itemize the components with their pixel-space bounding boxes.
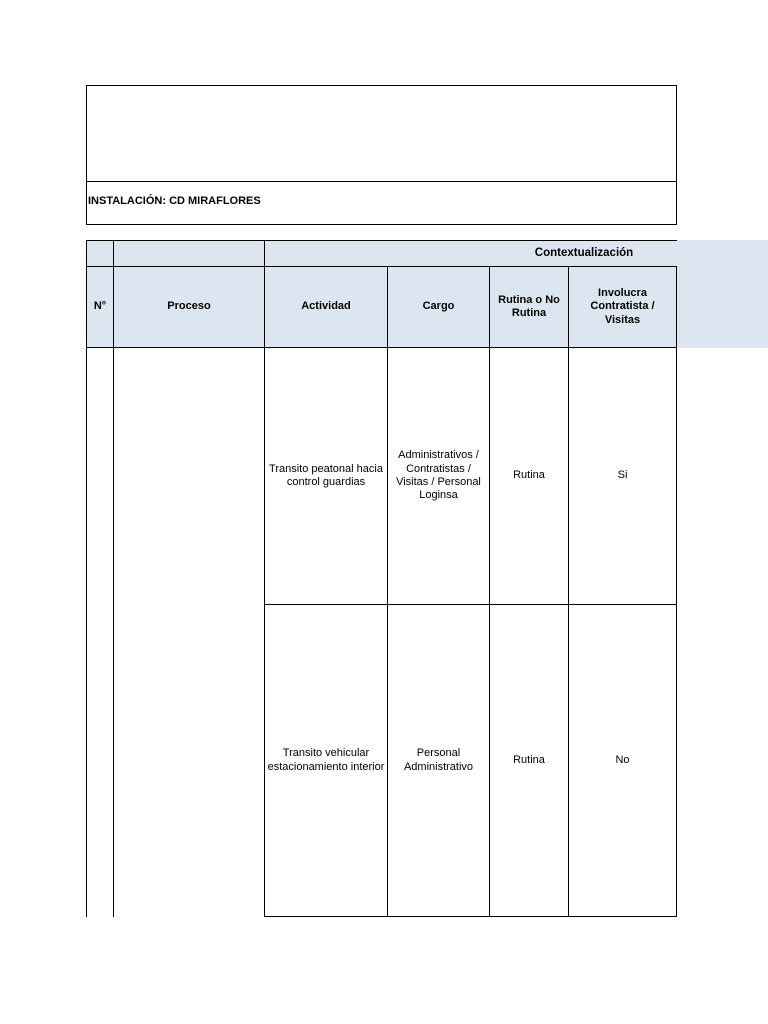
header-divider — [86, 181, 677, 182]
table-bottom-border — [264, 916, 677, 917]
row1-contractors-cell: Si — [617, 469, 628, 482]
group-header-contextualizacion: Contextualización — [534, 247, 634, 260]
row1-activity-cell: Transito peatonal hacia control guardias — [269, 462, 383, 488]
column-header-no: N° — [93, 300, 107, 313]
row1-routine-cell: Rutina — [513, 469, 545, 482]
column-header-contractors: Involucra Contratista / Visitas — [590, 286, 655, 326]
installation-label: INSTALACIÓN: CD MIRAFLORES — [88, 195, 261, 207]
row2-activity-cell: Transito vehicular estacionamiento interior — [267, 747, 385, 773]
column-header-role: Cargo — [422, 300, 455, 313]
table-right-border — [676, 266, 677, 917]
row1-role-cell: Administrativos / Contratistas / Visitas / Personal Loginsa — [396, 449, 481, 502]
column-header-routine: Rutina o No Rutina — [498, 293, 560, 319]
column-header-activity: Actividad — [301, 300, 351, 313]
row2-routine-cell: Rutina — [513, 753, 545, 766]
row2-role-cell: Personal Administrativo — [403, 747, 474, 773]
column-header-process: Proceso — [167, 300, 211, 313]
row2-contractors-cell: No — [615, 753, 630, 766]
